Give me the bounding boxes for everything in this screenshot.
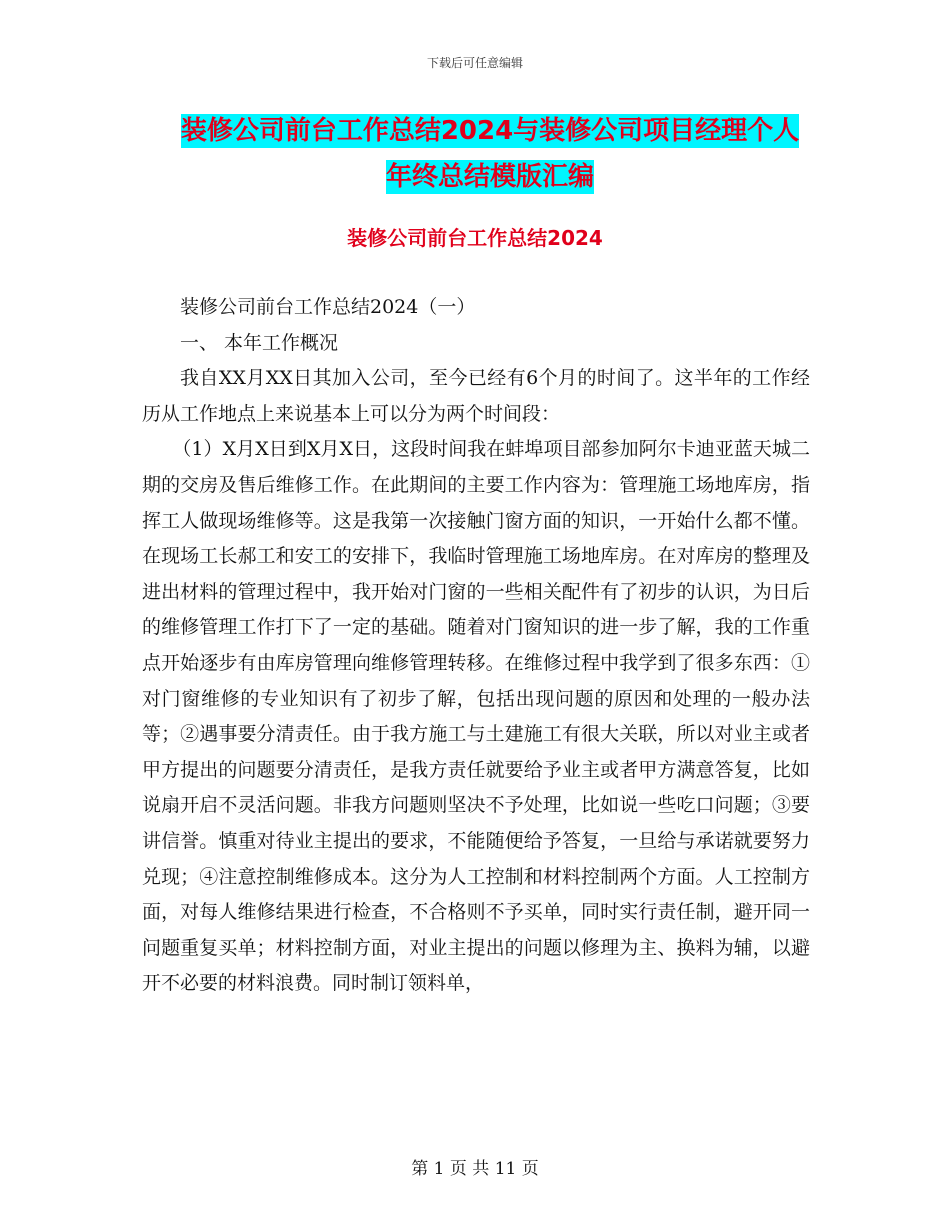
document-title-line2: 年终总结模版汇编 [385, 162, 594, 192]
heading-work-overview: 一、 本年工作概况 [180, 331, 339, 354]
document-title [140, 108, 840, 200]
subtitle: 装修公司前台工作总结2024（一） [180, 296, 476, 318]
section-title: 装修公司前台工作总结2024 [347, 226, 603, 250]
paragraph-period-1: （1）X月X日到X月X日，这段时间我在蚌埠项目部参加阿尔卡迪亚蓝天城二期的交房及售后维修工作。在此期间的主要工作内容为：管理施工场地库房，指挥工人做现场维修等。这是我第一次接触门窗方面的知识，一开始什么都不懂。在现场工长郝工和安工的安排下，我临时管理施工场地库房。在对库房的整理及进出材料的管理过程中，我开始对门窗的一些相关配件有了初步的认识，为日后的维修管理工作打下了一定的基础。随着对门窗知识的进一步了解，我的工作重点开始逐步有由库房管理向维修管理转移。在维修过程中我学到了很多东西：①对门窗维修的专业知识有了初步了解，包括出现问题的原因和处理的一般办法等；②遇事要分清责任。由于我方施工与土建施工有很大关联，所以对业主或者甲方提出的问题要分清责任，是我方责任就要给予业主或者甲方满意答复，比如说扇开启不灵活问题。非我方问题则坚决不予处理，比如说一些吃口问题；③要讲信誉。慎重对待业主提出的要求，不能随便给予答复，一旦给与承诺就要努力兑现；④注意控制维修成本。这分为人工控制和材料控制两个方面。人工控制方面，对每人维修结果进行检查，不合格则不予买单，同时实行责任制，避开同一问题重复买单；材料控制方面，对业主提出的问题以修理为主、换料为辅，以避开不必要的材料浪费。同时制订领料单， [142, 438, 810, 995]
body-text [142, 290, 810, 1002]
header-note: 下载后可任意编辑 [426, 56, 523, 70]
paragraph-intro: 我自XX月XX日其加入公司，至今已经有6个月的时间了。这半年的工作经历从工作地点上来说基本上可以分为两个时间段： [142, 367, 810, 425]
document-title-line1: 装修公司前台工作总结2024与装修公司项目经理个人 [180, 116, 800, 146]
page-footer: 第 1 页 共 11 页 [411, 1159, 539, 1179]
